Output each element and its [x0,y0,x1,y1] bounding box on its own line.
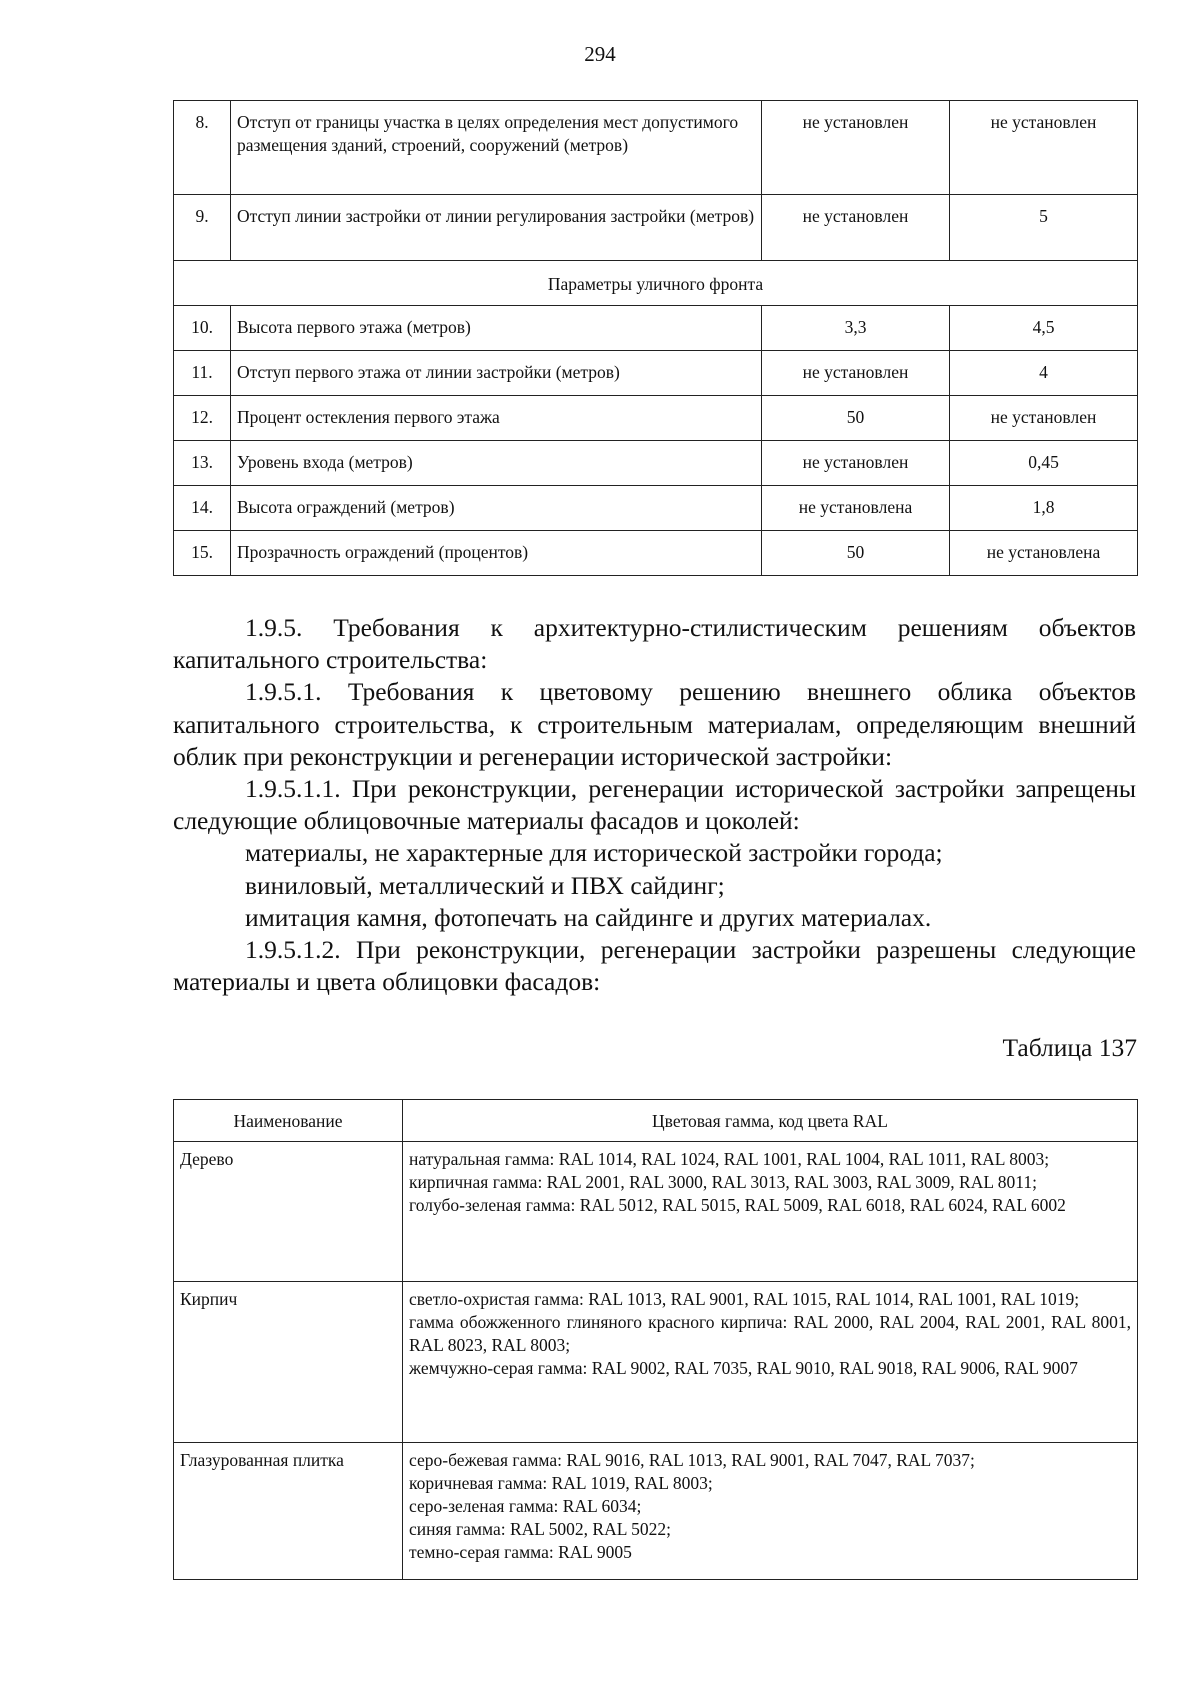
row-number: 8. [174,101,231,195]
row-value-1: не установлен [762,101,950,195]
paragraph-1-9-5: 1.9.5. Требования к архитектурно-стилистическим решениям объектов капитального строительства: [173,613,1136,675]
palette-line: голубо-зеленая гамма: RAL 5012, RAL 5015, RAL 5009, RAL 6018, RAL 6024, RAL 6002 [409,1195,1066,1215]
row-value-1: не установлен [762,441,950,486]
row-label: Отступ линии застройки от линии регулирования застройки (метров) [231,195,762,261]
table-row [174,1142,1138,1282]
column-header-name: Наименование [174,1100,403,1142]
row-value-2: 0,45 [950,441,1138,486]
list-item: виниловый, металлический и ПВХ сайдинг; [245,870,725,900]
row-number: 10. [174,306,231,351]
palette-line: кирпичная гамма: RAL 2001, RAL 3000, RAL 3013, RAL 3003, RAL 3009, RAL 8011; [409,1172,1038,1192]
row-label: Отступ первого этажа от линии застройки (метров) [231,351,762,396]
table-row [174,1282,1138,1443]
palette-line: гамма обожженного глиняного красного кирпича: RAL 2000, RAL 2004, RAL 2001, RAL 8001, RAL 8023, RAL 8003; [409,1312,1131,1355]
row-value-2: 1,8 [950,486,1138,531]
row-value-2: не установлена [950,531,1138,576]
row-number: 15. [174,531,231,576]
row-value-2: 4,5 [950,306,1138,351]
list-item: материалы, не характерные для исторической застройки города; [245,838,943,868]
paragraph-1-9-5-1-2: 1.9.5.1.2. При реконструкции, регенерации застройки разрешены следующие материалы и цвета облицовки фасадов: [173,935,1136,997]
material-name: Дерево [174,1142,403,1282]
color-palettes [403,1142,1138,1282]
palette-line: коричневая гамма: RAL 1019, RAL 8003; [409,1473,713,1493]
ral-colors-table [173,1099,1138,1580]
paragraph-1-9-5-1: 1.9.5.1. Требования к цветовому решению внешнего облика объектов капитального строительства, к строительным материалам, определяющим внешний облик при реконструкции и регенерации исторической застройки: [173,677,1136,771]
table-row [174,531,1138,576]
row-value-2: не установлен [950,396,1138,441]
table-section-row [174,261,1138,306]
palette-line: светло-охристая гамма: RAL 1013, RAL 9001, RAL 1015, RAL 1014, RAL 1001, RAL 1019; [409,1289,1080,1309]
row-label: Высота первого этажа (метров) [231,306,762,351]
palette-line: серо-зеленая гамма: RAL 6034; [409,1496,642,1516]
column-header-colors: Цветовая гамма, код цвета RAL [403,1100,1138,1142]
palette-line: жемчужно-серая гамма: RAL 9002, RAL 7035, RAL 9010, RAL 9018, RAL 9006, RAL 9007 [409,1358,1078,1378]
list-item: имитация камня, фотопечать на сайдинге и других материалах. [245,902,932,932]
table-row [174,306,1138,351]
section-title: Параметры уличного фронта [174,261,1138,306]
row-number: 14. [174,486,231,531]
palette-line: синяя гамма: RAL 5002, RAL 5022; [409,1519,672,1539]
color-palettes [403,1282,1138,1443]
row-number: 11. [174,351,231,396]
parameters-table [173,100,1138,576]
palette-line: темно-серая гамма: RAL 9005 [409,1542,632,1562]
page-number: 294 [584,42,616,66]
row-label: Прозрачность ограждений (процентов) [231,531,762,576]
table-row [174,396,1138,441]
row-value-1: не установлена [762,486,950,531]
row-number: 12. [174,396,231,441]
palette-line: серо-бежевая гамма: RAL 9016, RAL 1013, RAL 9001, RAL 7047, RAL 7037; [409,1450,975,1470]
body-text [173,612,1136,998]
row-number: 13. [174,441,231,486]
color-palettes [403,1443,1138,1580]
palette-line: натуральная гамма: RAL 1014, RAL 1024, RAL 1001, RAL 1004, RAL 1011, RAL 8003; [409,1149,1050,1169]
row-value-1: 3,3 [762,306,950,351]
row-value-1: не установлен [762,351,950,396]
table-row [174,1443,1138,1580]
row-value-2: 5 [950,195,1138,261]
row-value-1: не установлен [762,195,950,261]
table-row [174,351,1138,396]
row-number: 9. [174,195,231,261]
table-row [174,101,1138,195]
table-row [174,195,1138,261]
row-value-1: 50 [762,531,950,576]
row-label: Высота ограждений (метров) [231,486,762,531]
row-label: Уровень входа (метров) [231,441,762,486]
table-row [174,441,1138,486]
table-row [174,486,1138,531]
table-caption: Таблица 137 [1002,1033,1137,1062]
row-label: Отступ от границы участка в целях определения мест допустимого размещения зданий, строений, сооружений (метров) [231,101,762,195]
material-name: Глазурованная плитка [174,1443,403,1580]
row-value-1: 50 [762,396,950,441]
row-label: Процент остекления первого этажа [231,396,762,441]
material-name: Кирпич [174,1282,403,1443]
paragraph-1-9-5-1-1: 1.9.5.1.1. При реконструкции, регенерации исторической застройки запрещены следующие облицовочные материалы фасадов и цоколей: [173,774,1136,836]
row-value-2: не установлен [950,101,1138,195]
row-value-2: 4 [950,351,1138,396]
table-header-row [174,1100,1138,1142]
